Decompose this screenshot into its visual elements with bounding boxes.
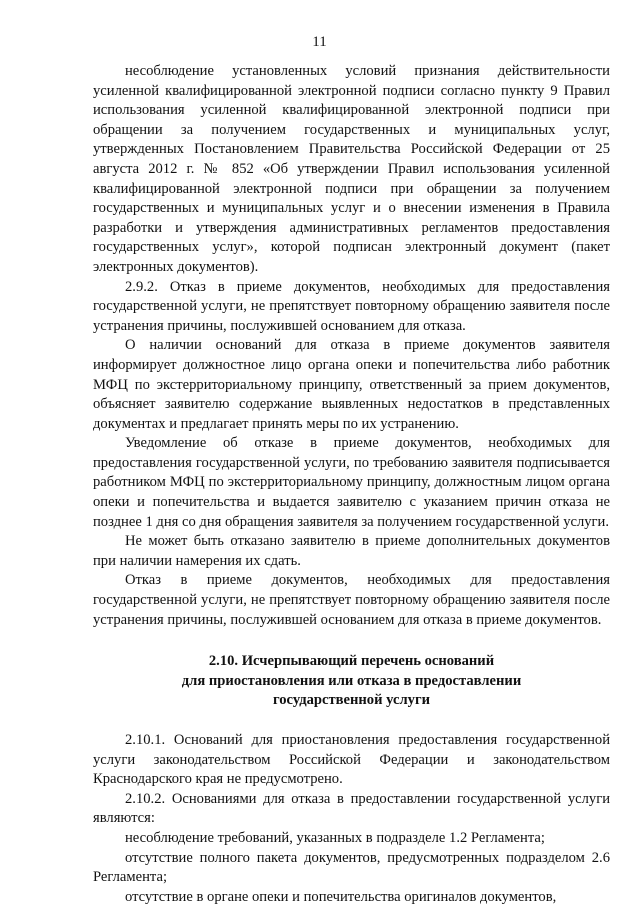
paragraph: Не может быть отказано заявителю в приеме дополнительных документов при наличии намерения их сдать. [93, 533, 610, 569]
paragraph: Отказ в приеме документов, необходимых для предоставления государственной услуги, не препятствует повторному обращению заявителя после устранения причины, послужившей основанием для отказа в приеме документов. [93, 572, 610, 628]
paragraph: несоблюдение установленных условий признания действительности усиленной квалифицированной электронной подписи согласно пункту 9 Правил использования усиленной квалифицированной электронной подписи при обращении за получением государственных и муниципальных услуг, утвержденных Постановлением Правительства Российской Федерации от 25 августа 2012 г. № 852 «Об утверждении Правил использования усиленной квалифицированной электронной подписи при обращении за получением государственных и муниципальных услуг и о внесении изменения в Правила разработки и утверждения административных регламентов предоставления государственных услуг», которой подписан электронный документ (пакет электронных документов). [93, 63, 610, 275]
section-heading [93, 652, 610, 711]
section-heading-line: государственной услуги [272, 692, 431, 709]
section-heading-line: для приостановления или отказа в предоставлении [181, 672, 522, 689]
paragraph: О наличии оснований для отказа в приеме документов заявителя информирует должностное лицо органа опеки и попечительства либо работник МФЦ по экстерриториальному принципу, ответственный за прием документов, объясняет заявителю содержание выявленных недостатков в представленных документах и предлагает принять меры по их устранению. [93, 337, 610, 432]
page-number: 11 [312, 34, 327, 50]
paragraph: несоблюдение требований, указанных в подразделе 1.2 Регламента; [125, 829, 545, 846]
section-heading-line: 2.10. Исчерпывающий перечень оснований [208, 653, 495, 670]
paragraph: отсутствие полного пакета документов, предусмотренных подразделом 2.6 Регламента; [93, 849, 610, 886]
paragraph: отсутствие в органе опеки и попечительства оригиналов документов, [125, 888, 557, 905]
paragraph: 2.10.1. Оснований для приостановления предоставления государственной услуги законодательством Российской Федерации и законодательством Краснодарского края не предусмотрено. [93, 732, 610, 788]
paragraph: 2.9.2. Отказ в приеме документов, необходимых для предоставления государственной услуги, не препятствует повторному обращению заявителя после устранения причины, послужившей основанием для отказа. [93, 278, 610, 334]
paragraph: Уведомление об отказе в приеме документов, необходимых для предоставления государственной услуги, по требованию заявителя подписывается работником МФЦ по экстерриториальному принципу, должностным лицом органа опеки и попечительства и выдается заявителю с указанием причин отказа не позднее 1 дня со дня обращения заявителя за получением государственной услуги. [93, 435, 610, 530]
paragraph: 2.10.2. Основаниями для отказа в предоставлении государственной услуги являются: [93, 790, 610, 827]
document-body [93, 62, 610, 907]
